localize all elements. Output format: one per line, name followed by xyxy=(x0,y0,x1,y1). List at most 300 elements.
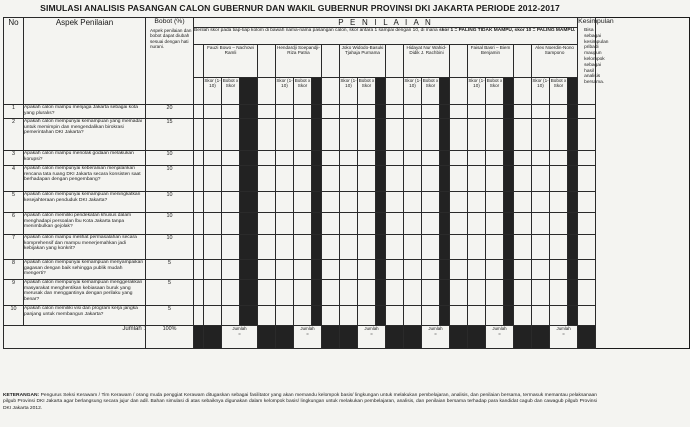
score-cell[interactable] xyxy=(468,119,486,151)
row-aspek: Apakah calon mempunyai kemampuan menggerakkan masyarakat menghentikan kebiasaan buruk yang merusak dan menggantinya dengan perilaku yang benar? xyxy=(24,280,146,306)
gap-cell xyxy=(514,166,532,192)
kesimpulan-cell[interactable] xyxy=(578,306,596,326)
keterangan-text: Pengurus Seksi Kerawam / Tim Kerawam / orang muda penggiat Kerawam ditugaskan sebagai fasilitator yang akan memandu kelompok basis/ lingkungan untuk melakukan pembelajaran, analisis, dan penilaian bersama, termasuk memantau pelaksanaan pilgub Provinsi DKI Jakarta agar berlangsung secara jujur dan adil. Bahan simulasi di atas sebaiknya digunakan dalam kelompok basis/ lingkungan untuk melakukan pembelajaran, analisis, dan penilaian bersama terhadap para kandidat cagub dan cawagub pilgub Provinsi DKI Jakarta 2012. xyxy=(3,393,597,411)
score-cell[interactable] xyxy=(204,166,222,192)
weighted-cell[interactable] xyxy=(486,260,504,280)
row-aspek: Apakah calon memiliki visi dan program kerja jangka panjang untuk membangun Jakarta? xyxy=(24,306,146,326)
subheader-bobot-skor: Bobot x Skor xyxy=(358,78,376,105)
filled-cell xyxy=(240,306,258,326)
weighted-cell[interactable] xyxy=(222,192,240,213)
weighted-cell[interactable] xyxy=(422,235,440,260)
row-aspek: Apakah calon mampu menolak godaan melakukan korupsi? xyxy=(24,151,146,166)
weighted-cell[interactable] xyxy=(550,280,568,306)
row-number: 10 xyxy=(4,306,24,326)
gap-cell xyxy=(194,166,204,192)
score-cell[interactable] xyxy=(532,192,550,213)
subheader-bobot-skor: Bobot x Skor xyxy=(294,78,312,105)
gap-cell xyxy=(450,78,468,105)
gap-cell xyxy=(514,151,532,166)
kesimpulan-cell[interactable] xyxy=(578,105,596,119)
score-cell[interactable] xyxy=(204,306,222,326)
gap-cell xyxy=(194,78,204,105)
candidate-total[interactable] xyxy=(486,326,514,349)
gap-cell xyxy=(258,151,276,166)
score-cell[interactable] xyxy=(468,105,486,119)
score-cell[interactable] xyxy=(276,192,294,213)
filled-cell xyxy=(194,326,204,349)
gap-cell xyxy=(258,166,276,192)
table-row xyxy=(4,166,690,192)
weighted-cell[interactable] xyxy=(550,192,568,213)
gap-cell xyxy=(194,192,204,213)
candidate-total[interactable] xyxy=(422,326,450,349)
weighted-cell[interactable] xyxy=(550,235,568,260)
subheader-skor: Skor (1-10) xyxy=(468,78,486,105)
candidate-total-label: Jumlah xyxy=(232,326,247,331)
filled-cell xyxy=(240,151,258,166)
weighted-cell[interactable] xyxy=(550,306,568,326)
gap-cell xyxy=(450,192,468,213)
score-cell[interactable] xyxy=(532,280,550,306)
score-cell[interactable] xyxy=(204,280,222,306)
score-cell[interactable] xyxy=(404,260,422,280)
candidate-name: Fauzi Bowo – Nachowi Ramli xyxy=(204,45,258,78)
filled-cell xyxy=(376,306,386,326)
filled-cell xyxy=(440,119,450,151)
filled-cell xyxy=(440,260,450,280)
score-cell[interactable] xyxy=(340,105,358,119)
filled-cell xyxy=(312,105,322,119)
instruction-scale: skor 1 = PALING TIDAK MAMPU, skor 10 = PALING MAMPU. xyxy=(439,28,576,33)
gap-cell xyxy=(386,78,404,105)
gap-cell xyxy=(322,306,340,326)
gap-cell xyxy=(194,105,204,119)
row-bobot: 5 xyxy=(146,306,194,326)
header-bobot-label: Bobot (%) xyxy=(154,18,185,25)
weighted-cell[interactable] xyxy=(358,280,376,306)
candidate-total-eq: = xyxy=(562,331,565,336)
candidate-total[interactable] xyxy=(222,326,258,349)
row-bobot: 20 xyxy=(146,105,194,119)
instruction-text: Berilah skor pada tiap-tiap kolom di bawah nama-nama pasangan calon, skor antara 1 sampai dengan 10, di mana xyxy=(194,28,438,33)
weighted-cell[interactable] xyxy=(422,280,440,306)
weighted-cell[interactable] xyxy=(422,151,440,166)
score-cell[interactable] xyxy=(404,235,422,260)
row-number: 8 xyxy=(4,260,24,280)
weighted-cell[interactable] xyxy=(222,280,240,306)
score-cell[interactable] xyxy=(340,119,358,151)
weighted-cell[interactable] xyxy=(422,119,440,151)
weighted-cell[interactable] xyxy=(222,105,240,119)
gap-cell xyxy=(194,213,204,235)
weighted-cell[interactable] xyxy=(550,119,568,151)
score-cell[interactable] xyxy=(340,151,358,166)
candidate-total[interactable] xyxy=(550,326,578,349)
weighted-cell[interactable] xyxy=(358,119,376,151)
score-cell[interactable] xyxy=(204,235,222,260)
keterangan xyxy=(3,393,597,412)
score-cell[interactable] xyxy=(340,260,358,280)
gap-cell xyxy=(450,166,468,192)
weighted-cell[interactable] xyxy=(358,105,376,119)
score-cell[interactable] xyxy=(468,306,486,326)
weighted-cell[interactable] xyxy=(222,235,240,260)
gap-cell xyxy=(322,151,340,166)
gap-cell xyxy=(514,280,532,306)
gap-cell xyxy=(450,151,468,166)
score-cell[interactable] xyxy=(532,119,550,151)
filled-cell xyxy=(504,151,514,166)
subheader-bobot-skor: Bobot x Skor xyxy=(550,78,568,105)
score-cell[interactable] xyxy=(468,213,486,235)
gap-cell xyxy=(514,119,532,151)
score-cell[interactable] xyxy=(468,192,486,213)
score-cell[interactable] xyxy=(532,151,550,166)
filled-cell xyxy=(568,78,578,105)
gap-cell xyxy=(258,119,276,151)
weighted-cell[interactable] xyxy=(422,260,440,280)
filled-cell xyxy=(440,151,450,166)
gap-cell xyxy=(386,105,404,119)
filled-cell xyxy=(312,306,322,326)
row-aspek: Apakah calon mempunyai keberanian menjalankan rencana tata ruang DKI Jakarta secara konsisten saat berhadapan dengan pengembang? xyxy=(24,166,146,192)
header-aspek: Aspek Penilaian xyxy=(24,18,146,105)
candidate-total-eq: = xyxy=(370,331,373,336)
weighted-cell[interactable] xyxy=(422,166,440,192)
score-cell[interactable] xyxy=(404,105,422,119)
score-cell[interactable] xyxy=(276,213,294,235)
filled-cell xyxy=(240,280,258,306)
weighted-cell[interactable] xyxy=(222,260,240,280)
gap-cell xyxy=(258,192,276,213)
filled-cell xyxy=(376,105,386,119)
table-row xyxy=(4,105,690,119)
gap-cell xyxy=(386,151,404,166)
filled-cell xyxy=(240,78,258,105)
candidate-total-label: Jumlah xyxy=(300,326,315,331)
weighted-cell[interactable] xyxy=(358,306,376,326)
weighted-cell[interactable] xyxy=(422,192,440,213)
weighted-cell[interactable] xyxy=(486,192,504,213)
weighted-cell[interactable] xyxy=(222,119,240,151)
filled-cell xyxy=(568,166,578,192)
gap-cell xyxy=(194,119,204,151)
gap-cell xyxy=(322,119,340,151)
score-cell[interactable] xyxy=(340,280,358,306)
weighted-cell[interactable] xyxy=(294,166,312,192)
weighted-cell[interactable] xyxy=(486,306,504,326)
weighted-cell[interactable] xyxy=(358,260,376,280)
row-aspek: Apakah calon mampu melihat permasalahan secara komprehensif dan mampu menerjemahkan jadi kebijakan yang konkrit? xyxy=(24,235,146,260)
score-cell[interactable] xyxy=(532,306,550,326)
filled-cell xyxy=(312,192,322,213)
score-cell[interactable] xyxy=(340,192,358,213)
total-label: Jumlah : xyxy=(4,326,146,349)
filled-cell xyxy=(504,192,514,213)
filled-cell xyxy=(312,260,322,280)
gap-cell xyxy=(194,45,204,78)
gap-cell xyxy=(386,306,404,326)
filled-cell xyxy=(504,166,514,192)
filled-cell xyxy=(240,166,258,192)
weighted-cell[interactable] xyxy=(358,235,376,260)
filled-cell xyxy=(376,119,386,151)
weighted-cell[interactable] xyxy=(294,280,312,306)
row-number: 1 xyxy=(4,105,24,119)
candidate-total-eq: = xyxy=(434,331,437,336)
score-cell[interactable] xyxy=(340,306,358,326)
gap-cell xyxy=(258,280,276,306)
candidate-total-eq: = xyxy=(238,331,241,336)
subheader-skor: Skor (1-10) xyxy=(276,78,294,105)
filled-cell xyxy=(440,306,450,326)
score-cell[interactable] xyxy=(404,280,422,306)
weighted-cell[interactable] xyxy=(294,119,312,151)
filled-cell xyxy=(312,213,322,235)
gap-cell xyxy=(258,105,276,119)
filled-cell xyxy=(240,260,258,280)
weighted-cell[interactable] xyxy=(358,151,376,166)
weighted-cell[interactable] xyxy=(486,280,504,306)
weighted-cell[interactable] xyxy=(486,235,504,260)
score-cell[interactable] xyxy=(532,166,550,192)
score-cell[interactable] xyxy=(276,306,294,326)
weighted-cell[interactable] xyxy=(294,151,312,166)
kesimpulan-cell[interactable] xyxy=(578,192,596,213)
gap-cell xyxy=(194,260,204,280)
gap-cell xyxy=(450,306,468,326)
filled-cell xyxy=(440,78,450,105)
gap-cell xyxy=(514,78,532,105)
row-bobot: 5 xyxy=(146,260,194,280)
score-cell[interactable] xyxy=(468,166,486,192)
filled-cell xyxy=(240,235,258,260)
filled-cell xyxy=(514,326,532,349)
score-cell[interactable] xyxy=(468,280,486,306)
score-cell[interactable] xyxy=(532,260,550,280)
weighted-cell[interactable] xyxy=(550,151,568,166)
filled-cell xyxy=(240,105,258,119)
score-cell[interactable] xyxy=(340,213,358,235)
gap-cell xyxy=(450,260,468,280)
filled-cell xyxy=(376,280,386,306)
row-number: 2 xyxy=(4,119,24,151)
gap-cell xyxy=(322,105,340,119)
weighted-cell[interactable] xyxy=(222,166,240,192)
row-aspek: Apakah calon memiliki pendekatan khusus dalam menghadapi persoalan lbu Kota Jakarta tanpa menimbulkan gejolak? xyxy=(24,213,146,235)
row-aspek: Apakah calon mempunyai kemampuan yang memadai untuk memimpin dan mengendalikan birokrasi pemerintahan DKI Jakarta? xyxy=(24,119,146,151)
weighted-cell[interactable] xyxy=(222,151,240,166)
weighted-cell[interactable] xyxy=(222,213,240,235)
filled-cell xyxy=(568,213,578,235)
gap-cell xyxy=(258,45,276,78)
kesimpulan-cell[interactable] xyxy=(578,280,596,306)
weighted-cell[interactable] xyxy=(294,213,312,235)
weighted-cell[interactable] xyxy=(486,166,504,192)
kesimpulan-cell[interactable] xyxy=(578,119,596,151)
filled-cell xyxy=(568,192,578,213)
score-cell[interactable] xyxy=(276,280,294,306)
gap-cell xyxy=(194,306,204,326)
gap-cell xyxy=(386,192,404,213)
filled-cell xyxy=(440,166,450,192)
weighted-cell[interactable] xyxy=(358,192,376,213)
gap-cell xyxy=(386,119,404,151)
gap-cell xyxy=(322,213,340,235)
kesimpulan-cell[interactable] xyxy=(578,260,596,280)
score-cell[interactable] xyxy=(340,235,358,260)
weighted-cell[interactable] xyxy=(550,166,568,192)
score-cell[interactable] xyxy=(532,213,550,235)
kesimpulan-cell[interactable] xyxy=(578,151,596,166)
gap-cell xyxy=(386,45,404,78)
subheader-bobot-skor: Bobot x Skor xyxy=(486,78,504,105)
header-penilaian: P E N I L A I A N xyxy=(194,18,578,28)
filled-cell xyxy=(376,151,386,166)
filled-cell xyxy=(240,213,258,235)
weighted-cell[interactable] xyxy=(294,235,312,260)
gap-cell xyxy=(258,78,276,105)
filled-cell xyxy=(568,280,578,306)
header-kesimpulan-label: Kesimpulan xyxy=(578,18,614,25)
score-cell[interactable] xyxy=(468,260,486,280)
weighted-cell[interactable] xyxy=(486,105,504,119)
score-cell[interactable] xyxy=(276,166,294,192)
gap-cell xyxy=(258,213,276,235)
candidate-name: Hendardji Soepandji-Riza Patria xyxy=(276,45,322,78)
weighted-cell[interactable] xyxy=(486,151,504,166)
score-cell[interactable] xyxy=(204,105,222,119)
row-number: 7 xyxy=(4,235,24,260)
subheader-bobot-skor: Bobot x Skor xyxy=(422,78,440,105)
filled-cell xyxy=(404,326,422,349)
gap-cell xyxy=(322,280,340,306)
filled-cell xyxy=(312,119,322,151)
gap-cell xyxy=(322,78,340,105)
filled-cell xyxy=(312,166,322,192)
candidate-total[interactable] xyxy=(358,326,386,349)
weighted-cell[interactable] xyxy=(422,306,440,326)
gap-cell xyxy=(258,306,276,326)
weighted-cell[interactable] xyxy=(294,192,312,213)
filled-cell xyxy=(568,306,578,326)
candidate-total-label: Jumlah xyxy=(428,326,443,331)
filled-cell xyxy=(240,192,258,213)
filled-cell xyxy=(504,306,514,326)
gap-cell xyxy=(514,213,532,235)
page-title: SIMULASI ANALISIS PASANGAN CALON GUBERNUR DAN WAKIL GUBERNUR PROVINSI DKI JAKARTA PERIODE 2012-2017 xyxy=(40,3,560,13)
weighted-cell[interactable] xyxy=(550,213,568,235)
candidate-name: Hidayat Nur Wahid-Didik J. Rachbini xyxy=(404,45,450,78)
row-aspek: Apakah calon mampu menjaga Jakarta sebagai kota yang pluralıs? xyxy=(24,105,146,119)
score-cell[interactable] xyxy=(404,166,422,192)
score-cell[interactable] xyxy=(276,151,294,166)
score-cell[interactable] xyxy=(204,151,222,166)
row-bobot: 5 xyxy=(146,280,194,306)
filled-cell xyxy=(504,213,514,235)
header-row xyxy=(4,18,690,28)
table-row xyxy=(4,213,690,235)
score-cell[interactable] xyxy=(468,151,486,166)
gap-cell xyxy=(514,235,532,260)
kesimpulan-cell[interactable] xyxy=(578,235,596,260)
filled-cell xyxy=(532,326,550,349)
score-cell[interactable] xyxy=(276,235,294,260)
gap-cell xyxy=(450,280,468,306)
weighted-cell[interactable] xyxy=(358,166,376,192)
table-row xyxy=(4,192,690,213)
weighted-cell[interactable] xyxy=(422,213,440,235)
score-cell[interactable] xyxy=(404,119,422,151)
score-cell[interactable] xyxy=(204,260,222,280)
weighted-cell[interactable] xyxy=(550,105,568,119)
filled-cell xyxy=(312,280,322,306)
weighted-cell[interactable] xyxy=(294,260,312,280)
score-cell[interactable] xyxy=(204,119,222,151)
weighted-cell[interactable] xyxy=(486,213,504,235)
gap-cell xyxy=(322,235,340,260)
score-cell[interactable] xyxy=(204,213,222,235)
filled-cell xyxy=(376,78,386,105)
score-cell[interactable] xyxy=(404,192,422,213)
filled-cell xyxy=(440,280,450,306)
candidate-total[interactable] xyxy=(294,326,322,349)
subheader-skor: Skor (1-10) xyxy=(204,78,222,105)
score-cell[interactable] xyxy=(340,166,358,192)
score-cell[interactable] xyxy=(204,192,222,213)
filled-cell xyxy=(258,326,276,349)
weighted-cell[interactable] xyxy=(222,306,240,326)
filled-cell xyxy=(504,260,514,280)
weighted-cell[interactable] xyxy=(486,119,504,151)
filled-cell xyxy=(312,235,322,260)
filled-cell xyxy=(568,260,578,280)
kesimpulan-cell[interactable] xyxy=(578,213,596,235)
candidate-name: Alex Noerdin-Nono Sampono xyxy=(532,45,578,78)
candidate-name: Joko Widodo-Basuki Tjahaja Purnama xyxy=(340,45,386,78)
filled-cell xyxy=(568,235,578,260)
weighted-cell[interactable] xyxy=(358,213,376,235)
header-bobot xyxy=(146,18,194,105)
weighted-cell[interactable] xyxy=(294,306,312,326)
weighted-cell[interactable] xyxy=(550,260,568,280)
row-number: 9 xyxy=(4,280,24,306)
score-cell[interactable] xyxy=(404,151,422,166)
row-number: 4 xyxy=(4,166,24,192)
gap-cell xyxy=(322,166,340,192)
filled-cell xyxy=(440,105,450,119)
header-kesimpulan-note: Bisa sebagai kesimpulan pribadi maupun kelompok sebagai hasil analisis bersama. xyxy=(584,28,609,86)
score-cell[interactable] xyxy=(532,105,550,119)
kesimpulan-cell[interactable] xyxy=(578,166,596,192)
score-cell[interactable] xyxy=(276,119,294,151)
subheader-skor: Skor (1-10) xyxy=(404,78,422,105)
gap-cell xyxy=(514,45,532,78)
score-cell[interactable] xyxy=(276,260,294,280)
row-aspek: Apakah calon mempunyai kemampuan meningkatkan kesejahteraan penduduk DKI Jakarta? xyxy=(24,192,146,213)
score-cell[interactable] xyxy=(532,235,550,260)
weighted-cell[interactable] xyxy=(422,105,440,119)
subheader-skor: Skor (1-10) xyxy=(340,78,358,105)
score-cell[interactable] xyxy=(404,213,422,235)
score-cell[interactable] xyxy=(468,235,486,260)
gap-cell xyxy=(450,45,468,78)
table-row xyxy=(4,280,690,306)
score-cell[interactable] xyxy=(276,105,294,119)
weighted-cell[interactable] xyxy=(294,105,312,119)
score-cell[interactable] xyxy=(404,306,422,326)
filled-cell xyxy=(504,78,514,105)
